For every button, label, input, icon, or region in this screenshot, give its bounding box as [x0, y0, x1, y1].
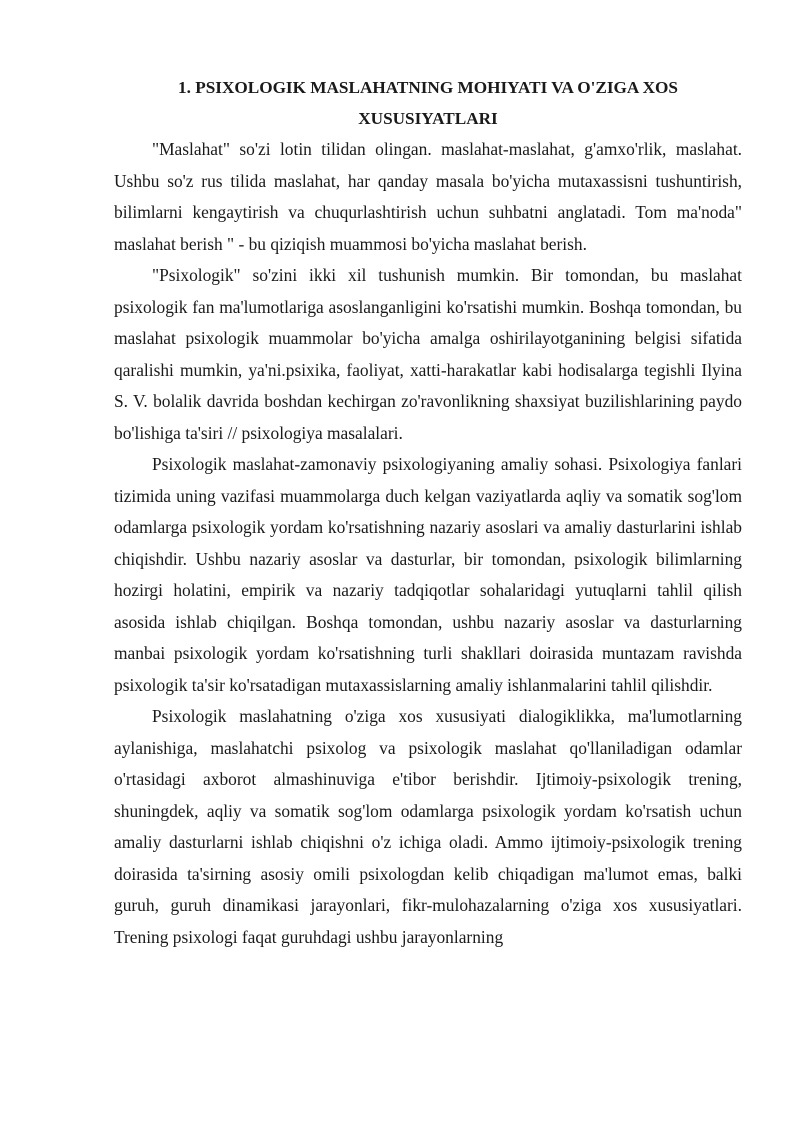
document-title: 1. PSIXOLOGIK MASLAHATNING MOHIYATI VA O'ZIGA XOS XUSUSIYATLARI — [178, 78, 678, 128]
paragraph-4: Psixologik maslahatning o'ziga xos xususiyati dialogiklikka, ma'lumotlarning aylanishiga, maslahatchi psixolog va psixologik maslahat qo'llaniladigan odamlar o'rtasidagi axborot almashinuviga e'tibor berishdir. Ijtimoiy-psixologik trening, shuningdek, aqliy va somatik sog'lom odamlarga psixologik yordam ko'rsatish uchun amaliy dasturlarni ishlab chiqishni o'z ichiga oladi. Ammo ijtimoiy-psixologik trening doirasida ta'sirning asosiy omili psixologdan kelib chiqadigan ma'lumot emas, balki guruh, guruh dinamikasi jarayonlari, fikr-mulohazalarning o'ziga xos xususiyatlari. Trening psixologi faqat guruhdagi ushbu jarayonlarning — [114, 706, 742, 947]
paragraph-1: "Maslahat" so'zi lotin tilidan olingan. maslahat-maslahat, g'amxo'rlik, maslahat. Ushbu so'z rus tilida maslahat, har qanday masala bo'yicha mutaxassisni tushuntirish, bilimlarni kengaytirish va chuqurlashtirish uchun suhbatni anglatadi. Tom ma'noda" maslahat berish " - bu qiziqish muammosi bo'yicha maslahat berish. — [114, 139, 742, 254]
paragraph-2: "Psixologik" so'zini ikki xil tushunish mumkin. Bir tomondan, bu maslahat psixologik fan ma'lumotlariga asoslanganligini ko'rsatishi mumkin. Boshqa tomondan, bu maslahat psixologik muammolar bo'yicha amalga oshirilayotganining belgisi sifatida qaralishi mumkin, ya'ni.psixika, faoliyat, xatti-harakatlar kabi hodisalarga tegishli Ilyina S. V. bolalik davrida boshdan kechirgan zo'ravonlikning shaxsiyat buzilishlarining paydo bo'lishiga ta'siri // psixologiya masalalari. — [114, 265, 742, 443]
document-page — [114, 72, 742, 953]
paragraph-3: Psixologik maslahat-zamonaviy psixologiyaning amaliy sohasi. Psixologiya fanlari tizimida uning vazifasi muammolarga duch kelgan vaziyatlarda aqliy va somatik sog'lom odamlarga psixologik yordam ko'rsatishning nazariy asoslari va amaliy dasturlarini ishlab chiqishdir. Ushbu nazariy asoslar va dasturlar, bir tomondan, psixologik bilimlarning hozirgi holatini, empirik va nazariy tadqiqotlar sohalaridagi yutuqlarni tahlil qilish asosida ishlab chiqilgan. Boshqa tomondan, ushbu nazariy asoslar va dasturlarning manbai psixologik yordam ko'rsatishning turli shakllari doirasida muntazam ravishda psixologik ta'sir ko'rsatadigan mutaxassislarning amaliy ishlanmalarini tahlil qilishdir. — [114, 454, 742, 695]
